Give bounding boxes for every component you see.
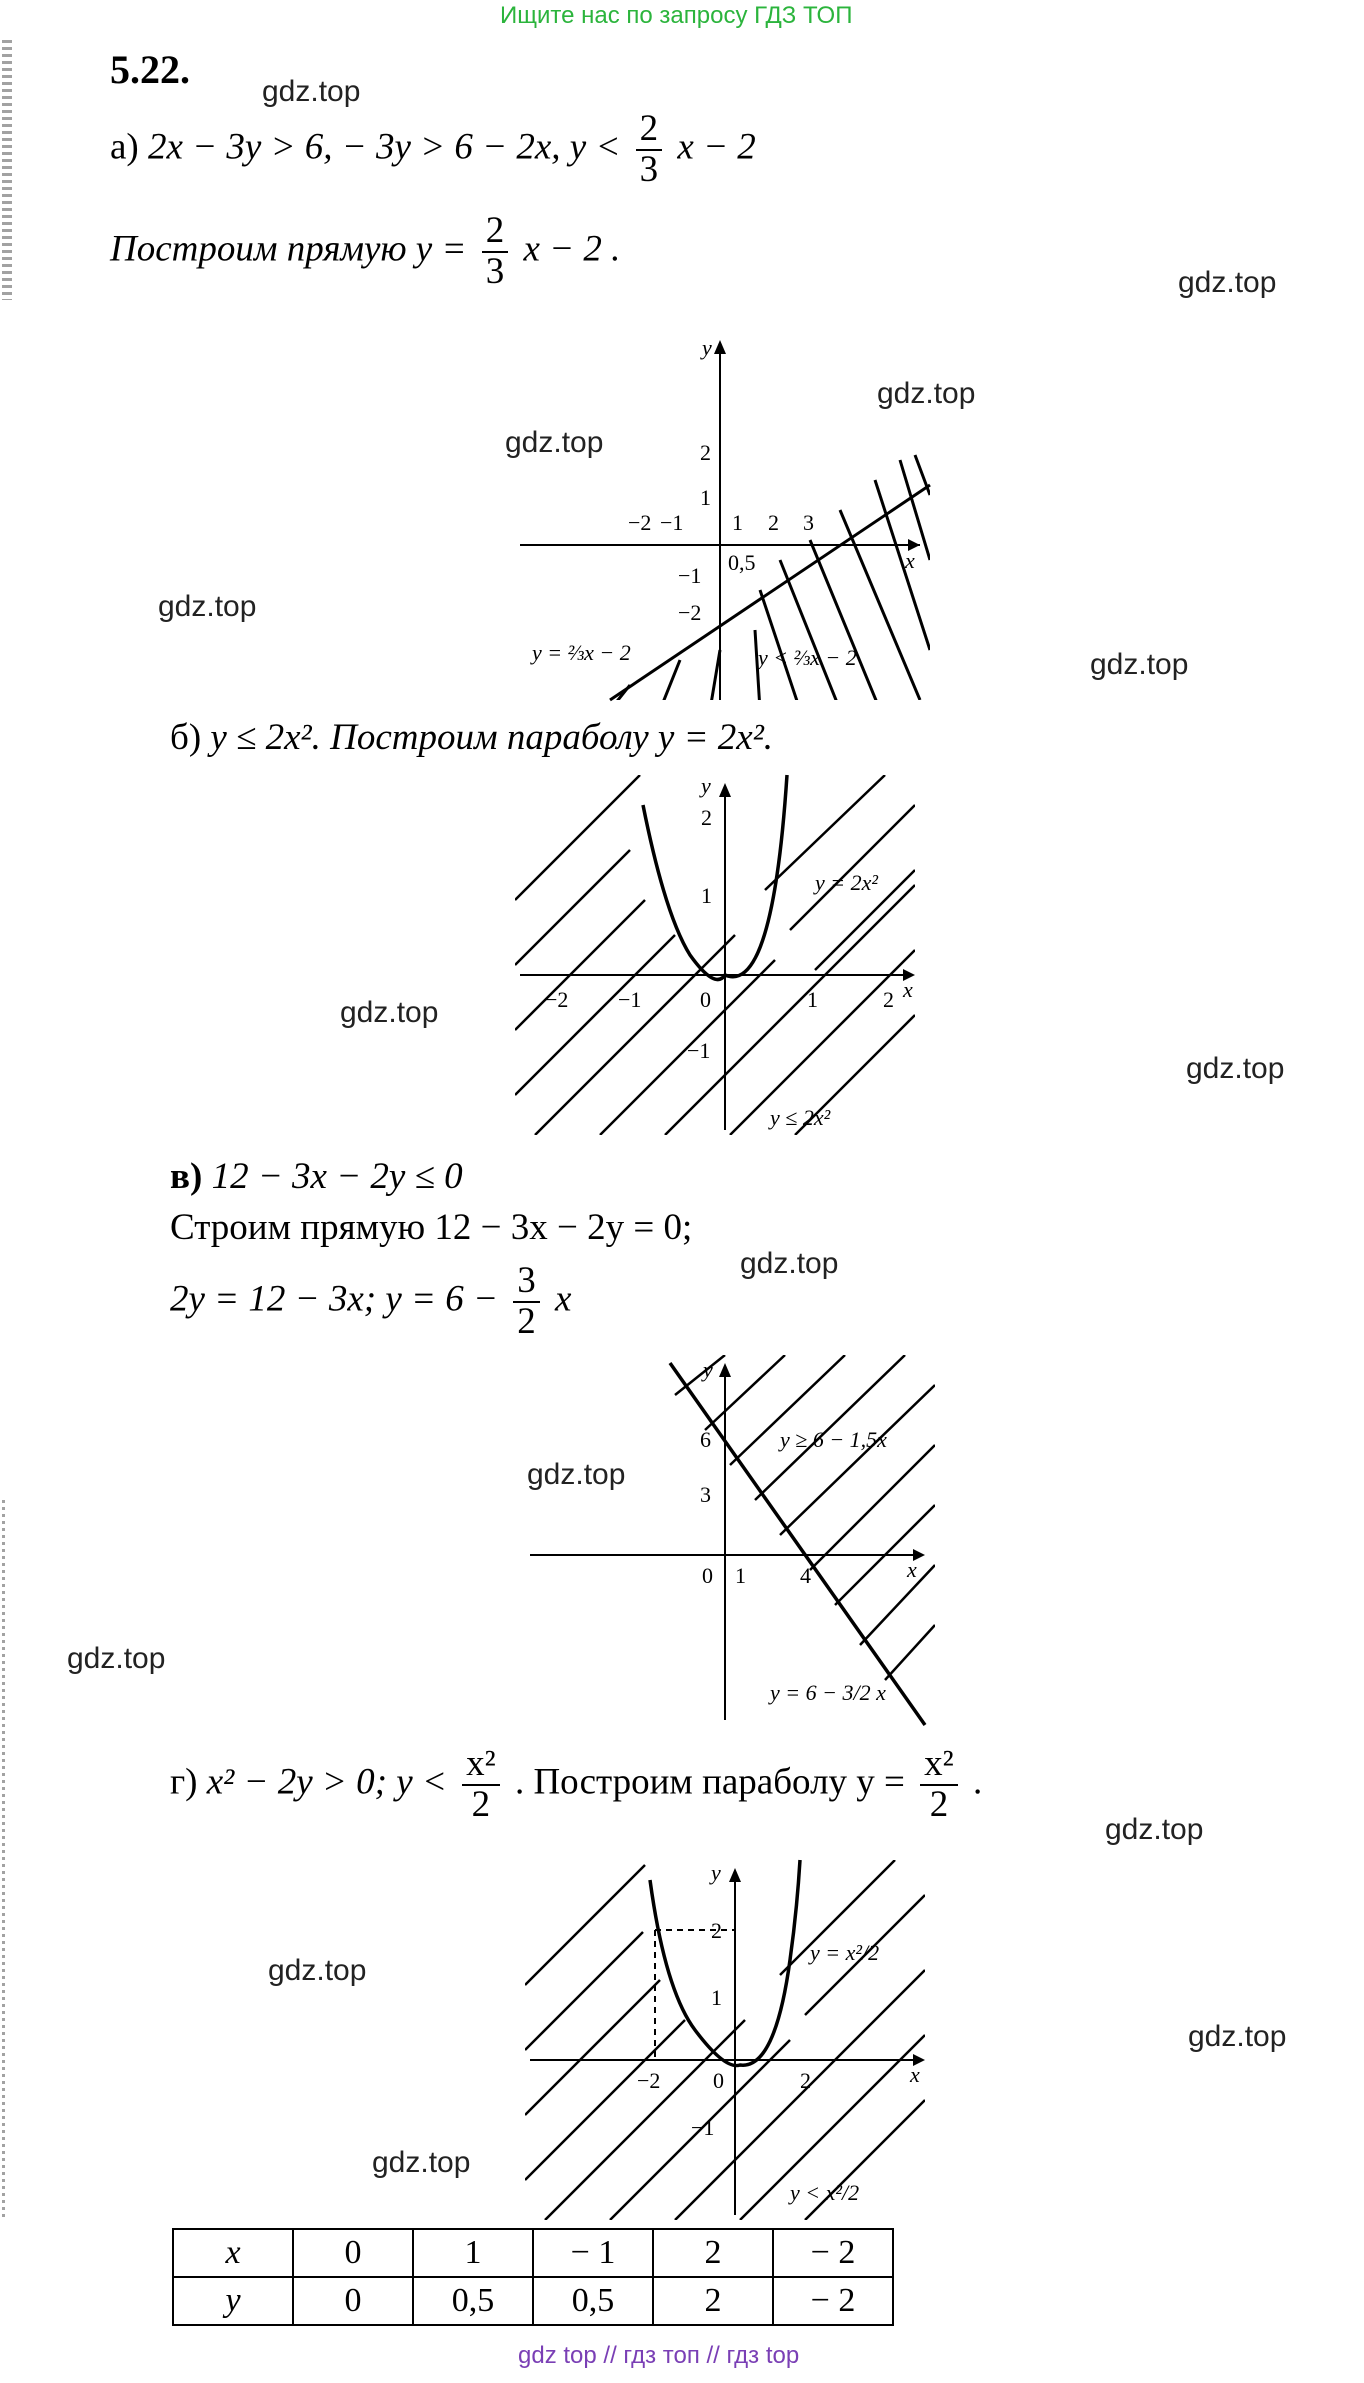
tick-y: 2 — [700, 440, 711, 465]
frac-den: 3 — [485, 250, 505, 292]
table-cell: − 1 — [533, 2229, 653, 2277]
watermark: gdz.top — [372, 2146, 471, 2179]
part-a-line2-fraction — [482, 212, 509, 292]
part-v-line3-tail: x — [554, 1278, 572, 1320]
frac-num: 2 — [482, 212, 509, 253]
axis-x-label: x — [910, 2062, 920, 2087]
frac-den: 2 — [517, 1300, 536, 1342]
line-label: y = 6 − 3/2 x — [770, 1680, 886, 1705]
watermark: gdz.top — [505, 426, 604, 459]
part-a-label: а) — [110, 126, 139, 168]
tick-x: −1 — [660, 510, 684, 535]
watermark: gdz.top — [877, 377, 976, 410]
graph-b-labels — [545, 773, 913, 1130]
tick-x: −2 — [628, 510, 652, 535]
tick-half: 0,5 — [728, 550, 756, 575]
table-cell: 2 — [653, 2229, 773, 2277]
tick-x: 0 — [702, 1563, 713, 1588]
line-v — [670, 1363, 925, 1725]
part-a-inequality: 2x − 3y > 6, − 3y > 6 − 2x, y < — [148, 126, 621, 168]
tick-y: −1 — [678, 563, 702, 588]
watermark: gdz.top — [158, 590, 257, 623]
region-label: y < x²/2 — [790, 2180, 860, 2205]
graph-v — [525, 1355, 935, 1725]
part-v-inequality: 12 − 3x − 2y ≤ 0 — [211, 1156, 463, 1197]
scan-edge-mark — [2, 40, 12, 300]
frac-num: x² — [920, 1745, 958, 1786]
table-cell: 2 — [653, 2277, 773, 2325]
part-g-prefix: x² − 2y > 0; y < — [206, 1761, 447, 1803]
tick-y: 2 — [701, 805, 712, 830]
tick-x: 2 — [883, 987, 894, 1012]
table-cell: x — [173, 2229, 293, 2277]
axis-y-label: y — [701, 773, 711, 798]
table-cell: 0,5 — [533, 2277, 653, 2325]
table-cell: y — [173, 2277, 293, 2325]
part-g-mid: . Построим параболу y = — [514, 1761, 905, 1803]
tick-x: 2 — [800, 2068, 811, 2093]
watermark: gdz.top — [1178, 266, 1277, 299]
part-a-line2 — [110, 212, 620, 292]
part-a-fraction — [636, 110, 663, 190]
part-v-label: в) — [170, 1156, 203, 1197]
region-label: y ≤ 2x² — [770, 1105, 831, 1130]
tick-x: 1 — [807, 987, 818, 1012]
table-cell: 0 — [293, 2229, 413, 2277]
top-banner[interactable]: Ищите нас по запросу ГДЗ ТОП — [500, 2, 853, 29]
table-cell: − 2 — [773, 2229, 893, 2277]
axis-y-label: y — [711, 1860, 721, 1885]
tick-x: −2 — [545, 987, 569, 1012]
table-cell: 1 — [413, 2229, 533, 2277]
part-v-line2: Строим прямую 12 − 3x − 2y = 0; — [170, 1207, 693, 1248]
frac-den: 3 — [639, 148, 659, 190]
part-g-label: г) — [170, 1761, 198, 1803]
tick-x: 2 — [768, 510, 779, 535]
graph-v-labels — [700, 1357, 917, 1705]
watermark: gdz.top — [268, 1954, 367, 1987]
region-label: y ≥ 6 − 1,5x — [780, 1427, 887, 1452]
part-a-line1 — [110, 110, 756, 190]
tick-x: −2 — [637, 2068, 661, 2093]
part-a-line2-prefix: Построим прямую y = — [110, 228, 467, 270]
tick-y: −1 — [687, 1038, 711, 1063]
frac-num: x² — [462, 1745, 500, 1786]
values-table — [172, 2228, 894, 2326]
part-g-fraction-2 — [920, 1745, 958, 1825]
tick-y: −2 — [678, 600, 702, 625]
watermark: gdz.top — [1188, 2020, 1287, 2053]
axis-x-label: x — [905, 548, 915, 573]
watermark: gdz.top — [740, 1247, 839, 1280]
tick-y: 2 — [711, 1918, 722, 1943]
axis-x-label: x — [903, 977, 913, 1002]
tick-x: 4 — [800, 1563, 811, 1588]
part-v-fraction — [513, 1262, 540, 1342]
frac-num: 2 — [636, 110, 663, 151]
curve-label: y = 2x² — [815, 870, 878, 895]
tick-x: 0 — [700, 987, 711, 1012]
table-cell: − 2 — [773, 2277, 893, 2325]
table-row-y — [173, 2277, 893, 2325]
table-cell: 0 — [293, 2277, 413, 2325]
part-a-line2-tail: x − 2 . — [523, 228, 621, 270]
curve-label: y = x²/2 — [810, 1940, 880, 1965]
tick-y: 1 — [700, 485, 711, 510]
graph-g — [525, 1860, 925, 2220]
table-row-x — [173, 2229, 893, 2277]
graph-a-labels — [530, 335, 915, 670]
watermark: gdz.top — [527, 1458, 626, 1491]
axis-y-label: y — [702, 335, 712, 360]
graph-a — [510, 330, 930, 700]
parabola-b — [643, 775, 787, 980]
tick-y: −1 — [691, 2115, 715, 2140]
region-label: y < ⅔x − 2 — [758, 645, 857, 670]
part-b-line — [170, 716, 773, 759]
graph-v-hatching — [675, 1355, 935, 1680]
tick-x: 0 — [713, 2068, 724, 2093]
watermark: gdz.top — [1186, 1052, 1285, 1085]
watermark: gdz.top — [1090, 648, 1189, 681]
watermark: gdz.top — [262, 75, 361, 108]
tick-y: 1 — [711, 1985, 722, 2010]
part-b-label: б) — [170, 717, 202, 758]
graph-b — [515, 775, 915, 1135]
graph-g-hatching — [525, 1860, 925, 2220]
part-g-tail: . — [973, 1761, 983, 1803]
graph-g-labels — [637, 1860, 920, 2205]
axis-x-label: x — [907, 1557, 917, 1582]
tick-x: 1 — [732, 510, 743, 535]
graph-b-hatching — [515, 775, 915, 1135]
part-v-line1 — [170, 1155, 463, 1198]
part-v-line3-prefix: 2y = 12 − 3x; y = 6 − — [170, 1278, 498, 1320]
part-g-line — [170, 1745, 982, 1825]
problem-number: 5.22. — [110, 47, 190, 92]
part-g-fraction — [462, 1745, 500, 1825]
part-v-line3 — [170, 1262, 571, 1342]
watermark: gdz.top — [67, 1642, 166, 1675]
tick-y: 3 — [700, 1482, 711, 1507]
frac-den: 2 — [929, 1783, 949, 1825]
frac-den: 2 — [471, 1783, 491, 1825]
frac-num: 3 — [513, 1262, 540, 1303]
table-cell: 0,5 — [413, 2277, 533, 2325]
scan-edge-line — [2, 1500, 5, 2220]
tick-x: −1 — [618, 987, 642, 1012]
tick-y: 1 — [701, 883, 712, 908]
part-a-tail: x − 2 — [677, 126, 756, 168]
watermark: gdz.top — [340, 996, 439, 1029]
tick-y: 6 — [700, 1427, 711, 1452]
watermark: gdz.top — [1105, 1813, 1204, 1846]
footer-links[interactable]: gdz top // гдз топ // гдз top — [518, 2342, 800, 2369]
parabola-g — [650, 1860, 800, 2066]
tick-x: 3 — [803, 510, 814, 535]
graph-a-hatching — [610, 455, 930, 710]
part-b-text: y ≤ 2x². Построим параболу y = 2x². — [210, 717, 774, 758]
axis-y-label: y — [703, 1357, 713, 1382]
tick-x: 1 — [735, 1563, 746, 1588]
line-label: y = ⅔x − 2 — [532, 640, 631, 665]
